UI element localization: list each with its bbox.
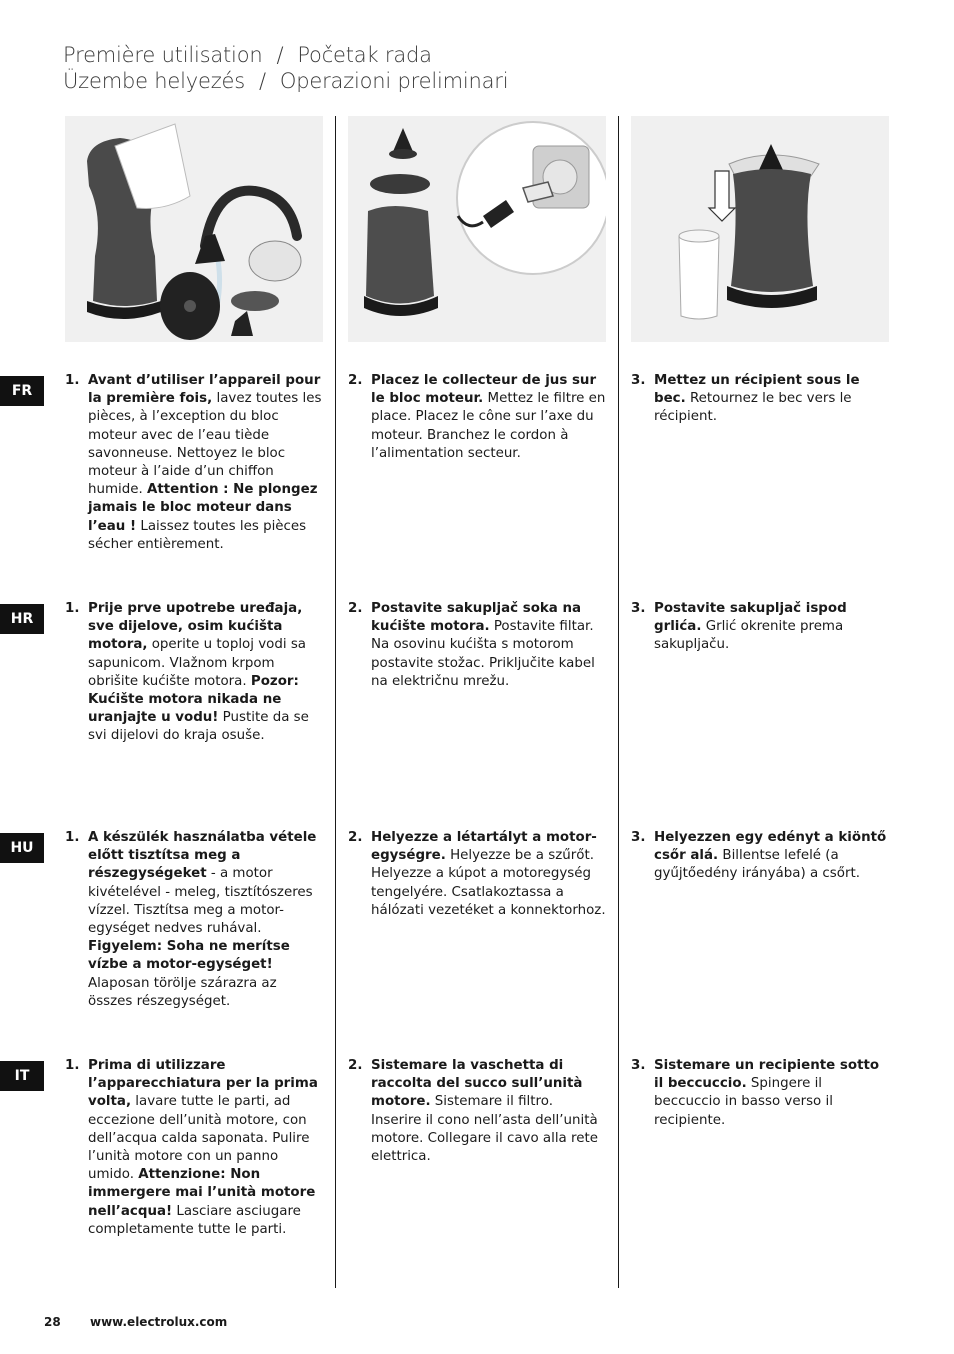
title-separator: / <box>259 69 266 93</box>
language-tag-fr: FR <box>0 376 44 406</box>
step-text: Lasciare asciugare completamente tutte le parti. <box>88 1203 301 1237</box>
step-number: 1. <box>65 601 80 616</box>
step-bold-text: Prima di utilizzare l’apparecchiatura per la prima volta, <box>88 1058 318 1110</box>
step-text: - a motor kivételével - meleg, tisztítószeres vízzel. Tisztítsa meg a motor-egységet nedves ruhával. <box>88 866 313 937</box>
step-text: Sistemare il filtro. Inserire il cono nell’asta dell’unità motore. Collegare il cavo alla rete elettrica. <box>371 1094 598 1165</box>
footer-website: www.electrolux.com <box>90 1315 228 1329</box>
step-bold-text: Placez le collecteur de jus sur le bloc moteur. <box>371 373 597 407</box>
step-number: 3. <box>631 601 646 616</box>
fr-step-1 <box>65 372 323 554</box>
step-bold-text: A készülék használatba vétele előtt tisztítsa meg a részegységeket <box>88 830 317 882</box>
step-text: Postavite filtar. Na osovinu kućišta s motorom postavite stožac. Priključite kabel na električnu mrežu. <box>371 619 595 689</box>
title-fr: Première utilisation <box>63 43 263 67</box>
step-number: 1. <box>65 1058 80 1073</box>
step-text: Helyezze be a szűrőt. Helyezze a kúpot a motoregység tengelyére. Csatlakoztassa a hálózati vezetéket a konnektorhoz. <box>371 848 606 918</box>
hr-step-3 <box>631 600 889 655</box>
step-bold-text: Helyezze a létartályt a motor-egységre. <box>371 830 597 864</box>
step-warning: Attenzione: Non immergere mai l’unità motore nell’acqua! <box>88 1167 316 1219</box>
step-warning: Attention : Ne plongez jamais le bloc moteur dans l’eau ! <box>88 482 318 534</box>
title-separator: / <box>276 43 284 67</box>
page-title-line-2 <box>63 69 508 93</box>
hu-step-3 <box>631 829 889 884</box>
step-text: Alaposan törölje szárazra az összes részegységet. <box>88 975 277 1009</box>
fr-step-2 <box>348 372 606 463</box>
hu-step-1 <box>65 829 323 1011</box>
step-number: 2. <box>348 830 363 845</box>
step-text: Billentse lefelé (a gyűjtőedény irányába) a csőrt. <box>654 848 860 882</box>
title-it: Operazioni preliminari <box>279 69 509 93</box>
it-step-3 <box>631 1057 889 1130</box>
step-number: 1. <box>65 373 80 388</box>
step-number: 2. <box>348 373 363 388</box>
column-divider-2 <box>618 116 619 1288</box>
hr-step-1 <box>65 600 323 746</box>
step-text: Spingere il beccuccio in basso verso il recipiente. <box>654 1076 833 1128</box>
page-title-line-1 <box>63 43 432 67</box>
illustration-container-spout <box>631 116 889 342</box>
step-number: 3. <box>631 373 646 388</box>
illustration-washing-parts <box>65 116 323 342</box>
hu-step-2 <box>348 829 606 920</box>
step-warning: Figyelem: Soha ne merítse vízbe a motor-egységet! <box>88 939 290 973</box>
fr-step-3 <box>631 372 889 427</box>
step-number: 3. <box>631 830 646 845</box>
step-bold-text: Helyezzen egy edényt a kiöntő csőr alá. <box>654 830 887 864</box>
it-step-2 <box>348 1057 606 1166</box>
illustration-assembly-plug <box>348 116 606 342</box>
step-bold-text: Prije prve upotrebe uređaja, sve dijelove, osim kućišta motora, <box>88 601 303 653</box>
step-bold-text: Sistemare un recipiente sotto il beccuccio. <box>654 1058 880 1092</box>
illustration-assembly-plug-drawing <box>348 116 606 342</box>
language-tag-it: IT <box>0 1061 44 1091</box>
language-tag-hr: HR <box>0 604 44 634</box>
step-number: 3. <box>631 1058 646 1073</box>
step-number: 2. <box>348 601 363 616</box>
title-hr: Početak rada <box>297 43 432 67</box>
step-number: 1. <box>65 830 80 845</box>
hr-step-2 <box>348 600 606 691</box>
page-number: 28 <box>44 1315 61 1329</box>
step-bold-text: Postavite sakupljač soka na kućište motora. <box>371 601 582 635</box>
step-bold-text: Sistemare la vaschetta di raccolta del succo sull’unità motore. <box>371 1058 583 1110</box>
step-warning: Pozor: Kućište motora nikada ne uranjajte u vodu! <box>88 673 299 726</box>
illustration-washing-parts-drawing <box>65 116 323 342</box>
step-text: Retournez le bec vers le récipient. <box>654 391 852 425</box>
step-text: Laissez toutes les pièces sécher entièrement. <box>88 518 307 552</box>
step-bold-text: Avant d’utiliser l’appareil pour la première fois, <box>88 373 321 407</box>
step-number: 2. <box>348 1058 363 1073</box>
step-text: lavez toutes les pièces, à l’exception du bloc moteur avec de l’eau tiède savonneuse. Nettoyez le bloc moteur à l’aide d’un chiffon humide. <box>88 391 322 498</box>
step-text: Mettez le filtre en place. Placez le cône sur l’axe du moteur. Branchez le cordon à l’alimentation secteur. <box>371 391 606 461</box>
title-hu: Üzembe helyezés <box>63 69 245 93</box>
column-divider-1 <box>335 116 336 1288</box>
it-step-1 <box>65 1057 323 1239</box>
language-tag-hu: HU <box>0 833 44 863</box>
step-text: lavare tutte le parti, ad eccezione dell’unità motore, con dell’acqua calda saponata. Pulire l’unità motore con un panno umido. <box>88 1094 310 1183</box>
illustration-container-spout-drawing <box>631 116 889 342</box>
step-text: Pustite da se svi dijelovi do kraja osuše. <box>88 710 309 744</box>
step-text: Grlić okrenite prema sakupljaču. <box>654 619 844 653</box>
step-text: operite u toploj vodi sa sapunicom. Vlažnom krpom obrišite kućište motora. <box>88 637 306 689</box>
step-bold-text: Postavite sakupljač ispod grlića. <box>654 601 847 635</box>
step-bold-text: Mettez un récipient sous le bec. <box>654 373 860 407</box>
